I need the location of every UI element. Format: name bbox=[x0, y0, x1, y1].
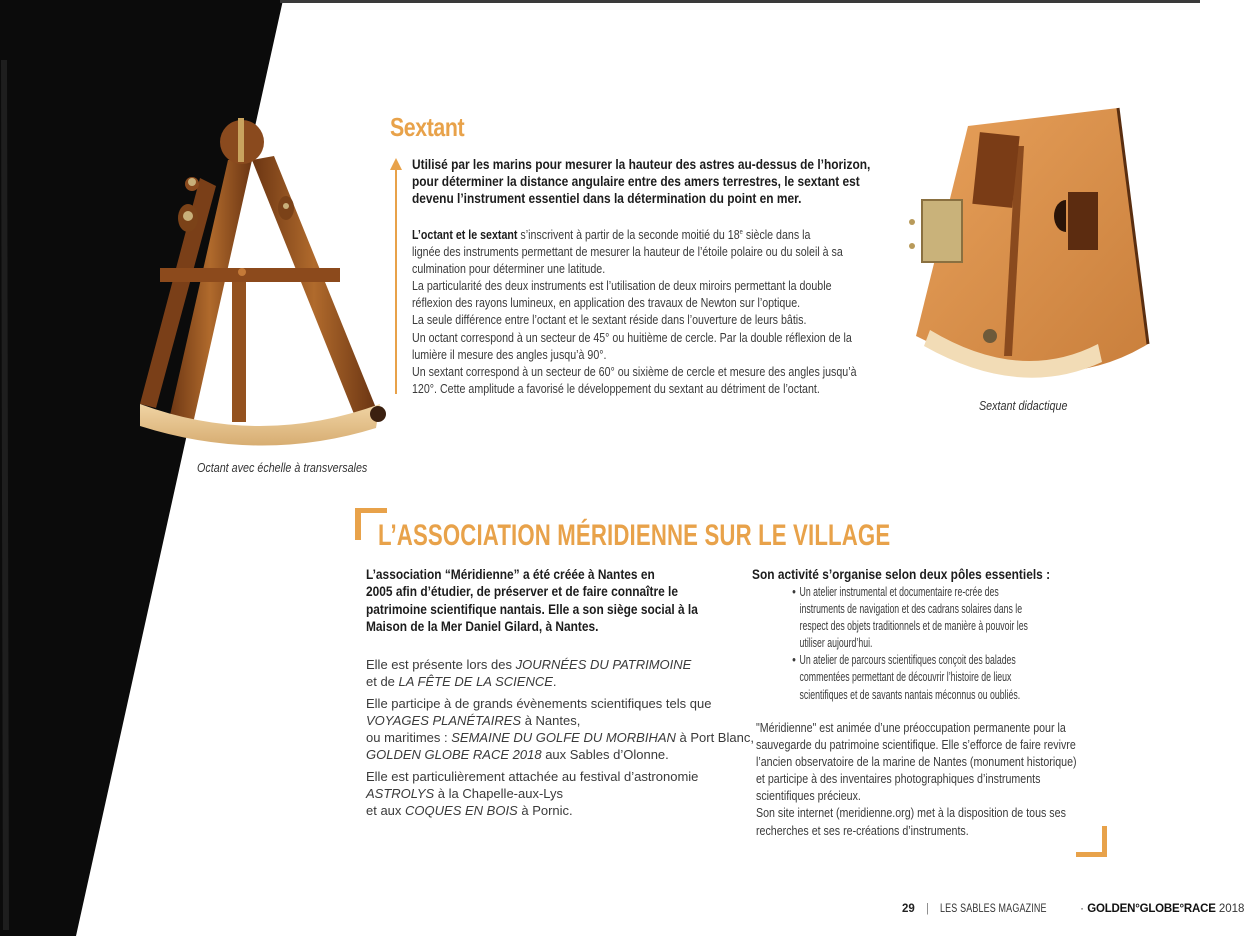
page-number: 29 bbox=[902, 903, 915, 915]
event-name: GOLDEN GLOBE RACE 2018 bbox=[366, 747, 542, 762]
text-line: Elle est particulièrement attachée au festival d’astronomie bbox=[366, 769, 699, 784]
up-arrow-icon bbox=[389, 158, 403, 394]
text: à Port Blanc, bbox=[675, 730, 754, 745]
text-line bbox=[366, 656, 754, 673]
text-line bbox=[366, 729, 754, 746]
sextant-body-line: Un sextant correspond à un secteur de 60° ou sixième de cercle et mesure des angles jusqu’à bbox=[412, 363, 857, 379]
text: Elle est présente lors des bbox=[366, 657, 516, 672]
bullet-icon: • bbox=[792, 584, 796, 599]
octant-caption: Octant avec échelle à transversales bbox=[197, 461, 368, 475]
text: à la Chapelle-aux-Lys bbox=[434, 786, 564, 801]
footer-separator: | bbox=[926, 903, 929, 915]
text-line: scientifiques précieux. bbox=[756, 788, 861, 804]
sextant-body-line: lignée des instruments permettant de mesurer la hauteur de l’étoile polaire ou du soleil à sa bbox=[412, 244, 843, 260]
closing-paragraph bbox=[756, 719, 1147, 839]
text: ou maritimes : bbox=[366, 730, 452, 745]
sextant-lead-line: pour déterminer la distance angulaire entre des amers terrestres, le sextant est bbox=[412, 174, 860, 190]
magazine-name: LES SABLES MAGAZINE bbox=[940, 903, 1047, 915]
bullet-icon: • bbox=[792, 652, 796, 668]
activity-bullet-list bbox=[752, 583, 1150, 703]
text-line: instruments de navigation et des cadrans solaires dans le bbox=[799, 601, 1023, 617]
sextant-body-text: siècle dans la bbox=[742, 227, 811, 242]
text-line: sauvegarde du patrimoine scientifique. Elle s’efforce de faire revivre bbox=[756, 737, 1076, 753]
octant-photo bbox=[140, 108, 400, 450]
golden-globe-race-logo: GOLDEN°GLOBE°RACE bbox=[1087, 903, 1216, 915]
text: . bbox=[552, 674, 557, 689]
text-line: utiliser aujourd’hui. bbox=[799, 635, 873, 651]
sextant-lead-line: devenu l’instrument essentiel dans la détermination du point en mer. bbox=[412, 191, 802, 207]
event-name: ASTROLYS bbox=[366, 786, 435, 801]
text-line: recherches et ses re-créations d’instruments. bbox=[756, 822, 969, 838]
text-line: l’ancien observatoire de la marine de Nantes (monument historique) bbox=[756, 754, 1077, 770]
footer-dot: · bbox=[1080, 903, 1084, 915]
text-line: commentées permettant de découvrir l’histoire de lieux bbox=[799, 669, 1012, 685]
bullet-item bbox=[752, 651, 1078, 702]
sextant-body-line bbox=[412, 224, 857, 243]
text: à Pornic. bbox=[517, 803, 573, 818]
text-line: Elle participe à de grands évènements scientifiques tels que bbox=[366, 696, 712, 711]
text-line bbox=[366, 802, 754, 819]
event-name: SEMAINE DU GOLFE DU MORBIHAN bbox=[451, 730, 676, 745]
text-line: "Méridienne" est animée d’une préoccupation permanente pour la bbox=[756, 720, 1066, 735]
activity-heading: Son activité s’organise selon deux pôles essentiels : bbox=[752, 567, 1051, 583]
sextant-body-bold: L’octant et le sextant bbox=[412, 227, 518, 242]
sextant-lead-paragraph bbox=[412, 157, 997, 208]
corner-bracket-top-left bbox=[355, 508, 361, 540]
sextant-body-line: culmination pour déterminer une latitude. bbox=[412, 261, 606, 277]
sextant-body-line: lumière il mesure des angles jusqu’à 90°. bbox=[412, 346, 607, 362]
sextant-body-line: réflexion des rayons lumineux, en application des travaux de Newton sur l’optique. bbox=[412, 295, 801, 311]
text-line: Un atelier instrumental et documentaire re-crée des bbox=[799, 584, 999, 599]
association-lead-paragraph bbox=[366, 567, 761, 636]
sextant-caption: Sextant didactique bbox=[979, 399, 1068, 413]
association-lead-line: Maison de la Mer Daniel Gilard, à Nantes. bbox=[366, 618, 599, 635]
sextant-body-text: s’inscrivent à partir de la seconde moitié du 18 bbox=[517, 227, 740, 242]
event-name: VOYAGES PLANÉTAIRES bbox=[366, 713, 522, 728]
event-name: LA FÊTE DE LA SCIENCE bbox=[398, 674, 553, 689]
page-footer bbox=[902, 903, 1244, 915]
corner-bracket-bottom-right bbox=[1076, 852, 1107, 857]
superscript: e bbox=[739, 229, 743, 236]
sextant-body-line: Un octant correspond à un secteur de 45° ou huitième de cercle. Par la double réflexion de la bbox=[412, 329, 852, 345]
bullet-item bbox=[752, 583, 1078, 651]
sextant-body-line: La particularité des deux instruments est l’utilisation de deux miroirs permettant la double bbox=[412, 278, 832, 294]
text-line: respect des objets traditionnels et de manière à pouvoir les bbox=[799, 618, 1028, 634]
event-name: COQUES EN BOIS bbox=[405, 803, 518, 818]
sextant-body-line: 120°. Cette amplitude a favorisé le développement du sextant au détriment de l’octant. bbox=[412, 380, 820, 396]
sextant-lead-line: Utilisé par les marins pour mesurer la hauteur des astres au-dessus de l’horizon, bbox=[412, 157, 871, 173]
top-border-line bbox=[280, 0, 1200, 3]
association-lead-line: patrimoine scientifique nantais. Elle a son siège social à la bbox=[366, 601, 698, 618]
text-line bbox=[366, 673, 754, 690]
text: et aux bbox=[366, 803, 406, 818]
association-lead-line: 2005 afin d’étudier, de préserver et de faire connaître le bbox=[366, 584, 678, 601]
text-line bbox=[366, 746, 754, 763]
association-title: L’ASSOCIATION MÉRIDIENNE SUR LE VILLAGE bbox=[378, 519, 891, 552]
association-left-column bbox=[366, 651, 754, 824]
sextant-body-paragraph bbox=[412, 224, 954, 397]
text: aux Sables d’Olonne. bbox=[541, 747, 669, 762]
text-line: et participe à des inventaires photographiques d’instruments bbox=[756, 771, 1041, 787]
text-line bbox=[366, 785, 754, 802]
text: à Nantes, bbox=[521, 713, 581, 728]
event-name: JOURNÉES DU PATRIMOINE bbox=[515, 657, 692, 672]
text-line: scientifiques et de savants nantais méconnus ou oubliés. bbox=[799, 686, 1021, 702]
sextant-body-line: La seule différence entre l’octant et le sextant réside dans l’ouverture de leurs bâtis. bbox=[412, 312, 807, 328]
text: et de bbox=[366, 674, 399, 689]
text-line: Un atelier de parcours scientifiques conçoit des balades bbox=[799, 652, 1016, 668]
footer-year: 2018 bbox=[1218, 903, 1244, 915]
text-line: Son site internet (meridienne.org) met à la disposition de tous ses bbox=[756, 805, 1066, 821]
sextant-title: Sextant bbox=[390, 112, 465, 142]
text-line bbox=[366, 712, 754, 729]
association-lead-line: L’association “Méridienne” a été créée à Nantes en bbox=[366, 567, 655, 583]
